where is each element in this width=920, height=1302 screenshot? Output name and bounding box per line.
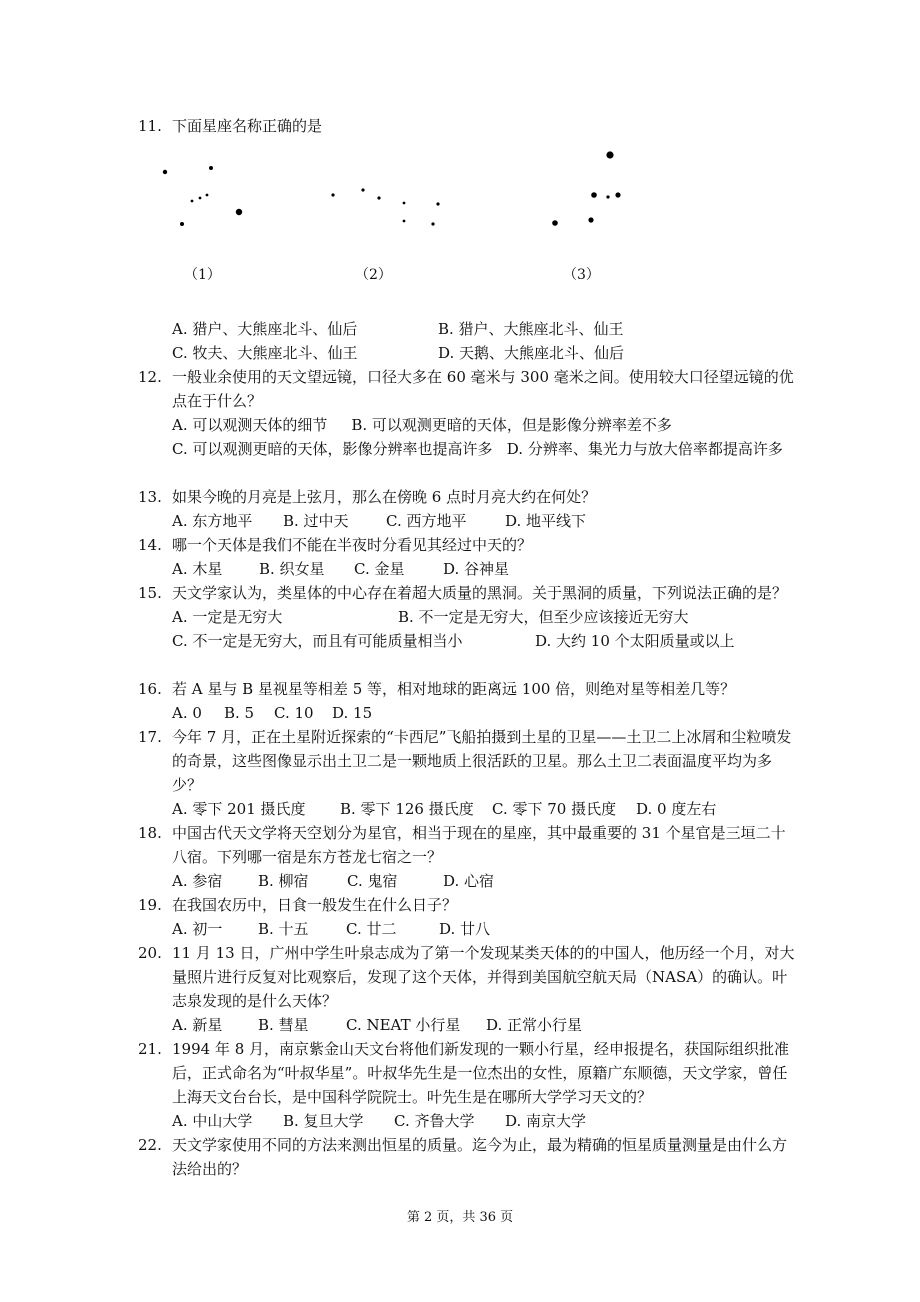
option-c: C. 西方地平 (386, 512, 467, 530)
star (331, 193, 334, 196)
star (403, 202, 406, 205)
option-a: A. 参宿 (172, 872, 223, 890)
option-a: A. 中山大学 (172, 1112, 253, 1130)
option-d: D. 廿八 (439, 920, 491, 938)
option-a: A. 一定是无穷大 (172, 608, 283, 626)
question-number: 15. (138, 584, 162, 602)
question-12 (138, 365, 798, 461)
star (436, 202, 439, 205)
question-17 (138, 725, 798, 821)
options (172, 413, 798, 461)
page-footer: 第 2 页，共 36 页 (406, 1210, 514, 1225)
options (172, 1013, 798, 1037)
option-c: C. 零下 70 摄氏度 (492, 800, 617, 818)
option-c: C. 牧夫、大熊座北斗、仙王 (172, 344, 358, 362)
star (615, 192, 620, 197)
question-number: 13. (138, 488, 162, 506)
question-19 (138, 893, 798, 941)
option-d: D. 正常小行星 (486, 1016, 583, 1034)
option-c: C. 鬼宿 (347, 872, 398, 890)
star (552, 220, 558, 226)
question-number: 12. (138, 368, 162, 386)
options (172, 701, 798, 725)
star (361, 188, 364, 191)
option-d: D. 心宿 (443, 872, 495, 890)
question-14 (138, 533, 798, 581)
question-number: 20. (138, 944, 162, 962)
options (172, 557, 798, 581)
question-13 (138, 485, 798, 533)
question-text: 一般业余使用的天文望远镜，口径大多在 60 毫米与 300 毫米之间。使用较大口径望远镜的优点在于什么？ (172, 368, 794, 410)
option-b: B. 过中天 (283, 512, 349, 530)
option-a: A. 新星 (172, 1016, 223, 1034)
star (431, 222, 434, 225)
question-text: 在我国农历中，日食一般发生在什么日子？ (172, 896, 458, 914)
question-number: 11. (138, 117, 162, 135)
star (206, 194, 209, 197)
option-a: A. 零下 201 摄氏度 (172, 800, 306, 818)
option-c: C. 齐鲁大学 (394, 1112, 475, 1130)
option-b: B. 织女星 (259, 560, 325, 578)
question-text: 如果今晚的月亮是上弦月，那么在傍晚 6 点时月亮大约在何处？ (172, 488, 597, 506)
star (163, 170, 167, 174)
question-number: 14. (138, 536, 162, 554)
star (606, 195, 609, 198)
option-d: D. 地平线下 (505, 512, 587, 530)
option-d: D. 15 (332, 704, 373, 722)
figure-label-2: （2） (355, 267, 392, 283)
option-d: D. 南京大学 (505, 1112, 587, 1130)
option-b: B. 可以观测更暗的天体，但是影像分辨率差不多 (351, 416, 672, 434)
question-number: 22. (138, 1136, 162, 1154)
option-d: D. 分辨率、集光力与放大倍率都提高许多 (506, 440, 783, 458)
star (209, 166, 213, 170)
question-number: 18. (138, 824, 162, 842)
star (236, 209, 242, 215)
option-d: D. 0 度左右 (636, 800, 717, 818)
option-d: D. 谷神星 (443, 560, 510, 578)
option-c: C. NEAT 小行星 (346, 1016, 461, 1034)
constellation-diagram (150, 140, 650, 260)
option-b: B. 十五 (258, 920, 309, 938)
option-b: B. 猎户、大熊座北斗、仙王 (438, 320, 624, 338)
option-d: D. 大约 10 个太阳质量或以上 (535, 632, 735, 650)
option-c: C. 10 (274, 704, 314, 722)
question-text: 下面星座名称正确的是 (172, 117, 323, 135)
question-text: 今年 7 月，正在土星附近探索的“卡西尼”飞船拍摄到土星的卫星——土卫二上冰屑和尘粒喷发的奇景，这些图像显示出土卫二是一颗地质上很活跃的卫星。那么土卫二表面温度平均为多少？ (172, 728, 792, 794)
option-b: B. 柳宿 (258, 872, 309, 890)
options (172, 797, 798, 821)
star (606, 151, 613, 158)
question-20 (138, 941, 798, 1037)
question-15 (138, 581, 798, 653)
question-18 (138, 821, 798, 893)
option-c: C. 廿二 (346, 920, 397, 938)
options (172, 917, 798, 941)
options (172, 509, 798, 533)
question-11 (138, 114, 798, 138)
star (591, 192, 597, 198)
question-11-options (138, 317, 798, 365)
question-16 (138, 677, 798, 725)
question-text: 1994 年 8 月，南京紫金山天文台将他们新发现的一颗小行星，经申报提名，获国际组织批准后，正式命名为“叶叔华星”。叶叔华先生是一位杰出的女性，原籍广东顺德，天文学家，曾任上海天文台台长，是中国科学院院士。叶先生是在哪所大学学习天文的？ (172, 1040, 790, 1106)
option-d: D. 天鹅、大熊座北斗、仙后 (438, 344, 625, 362)
option-c: C. 金星 (354, 560, 405, 578)
question-text: 11 月 13 日，广州中学生叶泉志成为了第一个发现某类天体的的中国人，他历经一个月，对大量照片进行反复对比观察后，发现了这个天体，并得到美国航空航天局（NASA）的确认。叶志泉发现的是什么天体？ (172, 944, 795, 1010)
options (172, 1109, 798, 1133)
question-text: 天文学家认为，类星体的中心存在着超大质量的黑洞。关于黑洞的质量，下列说法正确的是？ (172, 584, 788, 602)
star (191, 200, 194, 203)
option-a: A. 木星 (172, 560, 223, 578)
option-b: B. 彗星 (258, 1016, 309, 1034)
option-b: B. 零下 126 摄氏度 (340, 800, 474, 818)
question-text: 若 A 星与 B 星视星等相差 5 等，相对地球的距离远 100 倍，则绝对星等相差几等？ (172, 680, 736, 698)
question-21 (138, 1037, 798, 1133)
option-c: C. 不一定是无穷大，而且有可能质量相当小 (172, 632, 463, 650)
option-a: A. 0 (172, 704, 202, 722)
option-a: A. 猎户、大熊座北斗、仙后 (172, 320, 358, 338)
options (172, 605, 798, 653)
question-text: 哪一个天体是我们不能在半夜时分看见其经过中天的？ (172, 536, 533, 554)
star (377, 196, 380, 199)
question-text: 中国古代天文学将天空划分为星官，相当于现在的星座，其中最重要的 31 个星官是三垣二十八宿。下列哪一宿是东方苍龙七宿之一？ (172, 824, 786, 866)
option-a: A. 东方地平 (172, 512, 253, 530)
question-number: 16. (138, 680, 162, 698)
question-number: 17. (138, 728, 162, 746)
options (172, 869, 798, 893)
question-22 (138, 1133, 798, 1181)
constellation-figure (150, 140, 650, 290)
option-b: B. 5 (224, 704, 255, 722)
figure-label-1: （1） (184, 267, 221, 283)
figure-label-3: （3） (563, 267, 600, 283)
option-a: A. 可以观测天体的细节 (172, 416, 328, 434)
question-number: 19. (138, 896, 162, 914)
question-number: 21. (138, 1040, 162, 1058)
option-b: B. 不一定是无穷大，但至少应该接近无穷大 (398, 608, 689, 626)
star (180, 222, 184, 226)
star (403, 220, 406, 223)
options (172, 317, 798, 365)
option-c: C. 可以观测更暗的天体，影像分辨率也提高许多 (172, 440, 493, 458)
option-a: A. 初一 (172, 920, 223, 938)
question-text: 天文学家使用不同的方法来测出恒星的质量。迄今为止，最为精确的恒星质量测量是由什么方法给出的？ (172, 1136, 788, 1178)
star (588, 217, 593, 222)
star (199, 197, 202, 200)
option-b: B. 复旦大学 (283, 1112, 364, 1130)
